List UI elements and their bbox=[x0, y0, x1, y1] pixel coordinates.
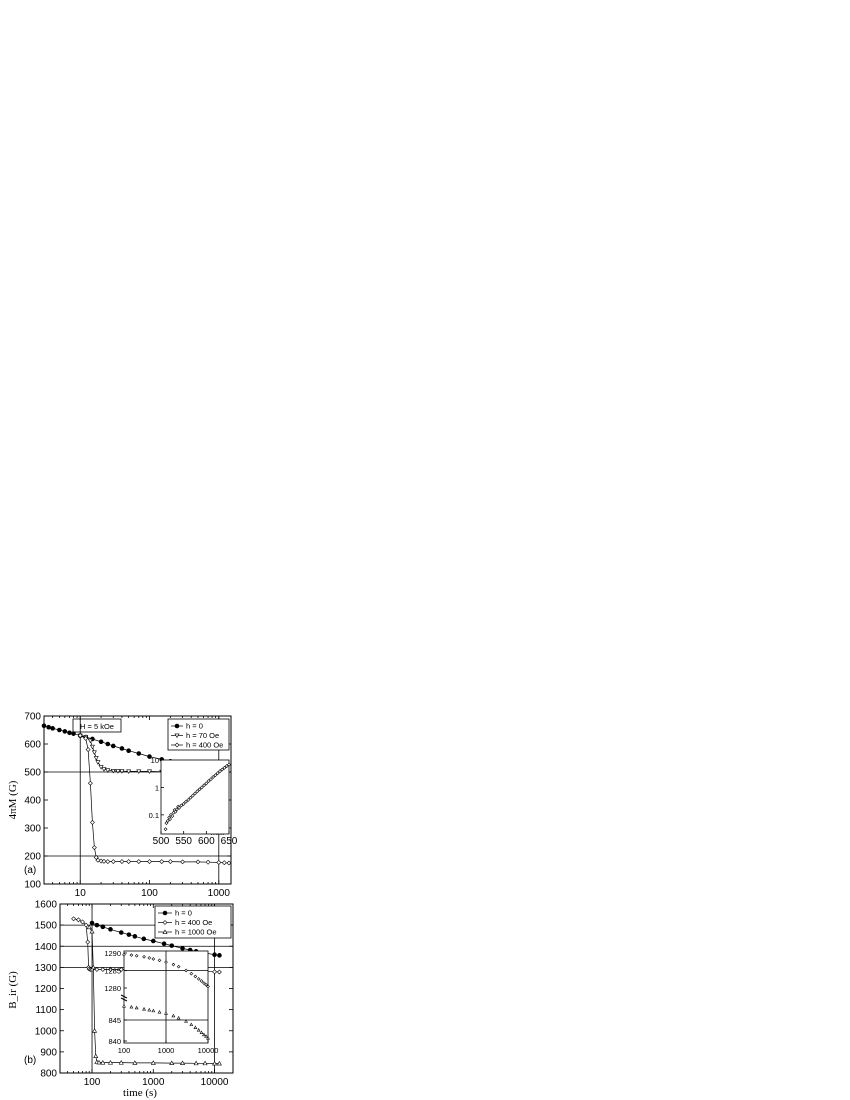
b-y-tick-label: 900 bbox=[40, 1047, 57, 1059]
a-data-point bbox=[96, 761, 100, 765]
b-data-point bbox=[119, 931, 123, 935]
b-y-tick-label: 1200 bbox=[34, 984, 57, 995]
a-data-point bbox=[57, 728, 61, 732]
b-x-tick-label: 10000 bbox=[200, 1077, 229, 1088]
b-data-point bbox=[142, 937, 146, 941]
panel-a-label: (a) bbox=[24, 865, 37, 876]
x-axis-label: time (s) bbox=[123, 1087, 157, 1099]
b-data-point bbox=[127, 933, 131, 937]
a-data-point bbox=[111, 860, 115, 864]
b-data-point bbox=[108, 927, 112, 931]
field-annotation: H = 5 kOe bbox=[80, 722, 114, 731]
b-data-point bbox=[151, 939, 155, 943]
a-data-point bbox=[206, 860, 210, 864]
b-data-point bbox=[213, 953, 217, 957]
a-data-point bbox=[86, 748, 90, 752]
a-data-point bbox=[42, 724, 46, 728]
a-y-tick-label: 100 bbox=[24, 879, 41, 891]
a-data-point bbox=[222, 861, 226, 865]
b-data-point bbox=[90, 921, 94, 925]
b-y-tick-label: 1500 bbox=[34, 920, 57, 932]
a-inset-y-tick-label: 0.1 bbox=[148, 810, 159, 820]
a-data-point bbox=[47, 725, 51, 729]
panel-b-y-axis-label: B_ir (G) bbox=[7, 971, 19, 1009]
b-data-point bbox=[217, 953, 221, 957]
a-data-point bbox=[92, 846, 96, 850]
b-data-point bbox=[162, 942, 166, 946]
a-x-tick-label: 1000 bbox=[207, 888, 230, 899]
b-inset-y-tick-label: 845 bbox=[108, 1016, 121, 1025]
a-data-point bbox=[160, 860, 164, 864]
a-data-point bbox=[137, 752, 141, 756]
a-data-point bbox=[102, 859, 106, 863]
b-legend-label: h = 400 Oe bbox=[175, 918, 213, 927]
a-data-point bbox=[196, 860, 200, 864]
a-data-point bbox=[51, 726, 55, 730]
b-data-point bbox=[217, 970, 221, 974]
b-data-point bbox=[94, 1054, 98, 1058]
b-inset-x-tick-label: 1000 bbox=[157, 1046, 175, 1055]
a-x-tick-label: 10 bbox=[74, 888, 86, 899]
b-inset-y-tick-label: 1290 bbox=[104, 949, 121, 958]
b-y-tick-label: 1400 bbox=[34, 941, 57, 953]
a-data-point bbox=[94, 756, 98, 760]
a-data-point bbox=[120, 746, 124, 750]
b-data-point bbox=[101, 925, 105, 929]
b-y-tick-label: 800 bbox=[40, 1068, 57, 1080]
a-data-point bbox=[127, 860, 131, 864]
a-inset-x-tick-label: 550 bbox=[175, 836, 193, 847]
a-data-point bbox=[88, 781, 92, 785]
b-inset-x-tick-label: 100 bbox=[117, 1046, 131, 1055]
a-x-tick-label: 100 bbox=[141, 888, 158, 899]
a-y-tick-label: 400 bbox=[24, 795, 41, 807]
a-data-point bbox=[106, 742, 110, 746]
b-x-tick-label: 100 bbox=[83, 1077, 101, 1088]
a-data-point bbox=[127, 749, 131, 753]
a-data-point bbox=[181, 860, 185, 864]
a-y-tick-label: 700 bbox=[24, 711, 41, 723]
b-data-point bbox=[93, 1029, 97, 1033]
a-data-point bbox=[90, 820, 94, 824]
b-data-point bbox=[95, 923, 99, 927]
a-inset-x-tick-label: 500 bbox=[152, 836, 170, 847]
b-data-point bbox=[86, 940, 90, 944]
a-inset-x-tick-label: 650 bbox=[220, 836, 238, 847]
b-y-tick-label: 1600 bbox=[34, 899, 57, 911]
a-inset-y-tick-label: 1 bbox=[154, 783, 159, 793]
a-data-point bbox=[137, 860, 141, 864]
b-x-tick-label: 1000 bbox=[142, 1077, 165, 1088]
b-y-tick-label: 1300 bbox=[34, 962, 57, 974]
a-legend-label: h = 400 Oe bbox=[186, 740, 224, 750]
b-legend-label: h = 1000 Oe bbox=[175, 927, 217, 937]
b-data-point bbox=[170, 944, 174, 948]
b-data-point bbox=[133, 934, 137, 938]
a-legend-label: h = 0 bbox=[186, 721, 203, 731]
a-y-tick-label: 600 bbox=[24, 739, 41, 751]
a-data-point bbox=[111, 744, 115, 748]
b-inset-x-tick-label: 10000 bbox=[197, 1046, 219, 1055]
a-y-tick-label: 200 bbox=[24, 851, 41, 863]
a-legend-marker bbox=[175, 724, 179, 728]
b-data-point bbox=[72, 917, 76, 921]
a-data-point bbox=[106, 860, 110, 864]
a-inset-y-tick-label: 10 bbox=[150, 756, 159, 765]
a-data-point bbox=[168, 860, 172, 864]
b-inset-y-tick-label: 1285 bbox=[104, 966, 121, 976]
a-data-point bbox=[63, 729, 67, 733]
b-y-tick-label: 1100 bbox=[35, 1005, 57, 1017]
b-data-point bbox=[181, 946, 185, 950]
b-data-point bbox=[213, 970, 217, 974]
a-data-point bbox=[217, 860, 221, 864]
a-y-tick-label: 300 bbox=[24, 823, 41, 835]
a-data-point bbox=[92, 751, 96, 755]
panel-b-label: (b) bbox=[24, 1055, 37, 1066]
b-legend-marker bbox=[163, 911, 167, 915]
b-inset-y-tick-label: 840 bbox=[108, 1037, 121, 1046]
a-data-point bbox=[227, 861, 231, 865]
a-data-point bbox=[120, 860, 124, 864]
a-data-point bbox=[99, 740, 103, 744]
a-legend-label: h = 70 Oe bbox=[186, 731, 220, 740]
a-data-point bbox=[90, 745, 94, 749]
b-data-point bbox=[95, 967, 99, 971]
a-data-point bbox=[67, 731, 71, 735]
panel-a-y-axis-label: 4πM (G) bbox=[7, 780, 19, 820]
a-data-point bbox=[148, 860, 152, 864]
b-inset-y-tick-label: 1280 bbox=[104, 984, 121, 993]
b-y-tick-label: 1000 bbox=[34, 1026, 57, 1038]
b-data-point bbox=[76, 918, 80, 922]
a-inset-x-tick-label: 600 bbox=[197, 836, 215, 847]
a-data-point bbox=[72, 732, 76, 736]
b-legend-label: h = 0 bbox=[175, 908, 192, 918]
a-y-tick-label: 500 bbox=[24, 767, 41, 779]
